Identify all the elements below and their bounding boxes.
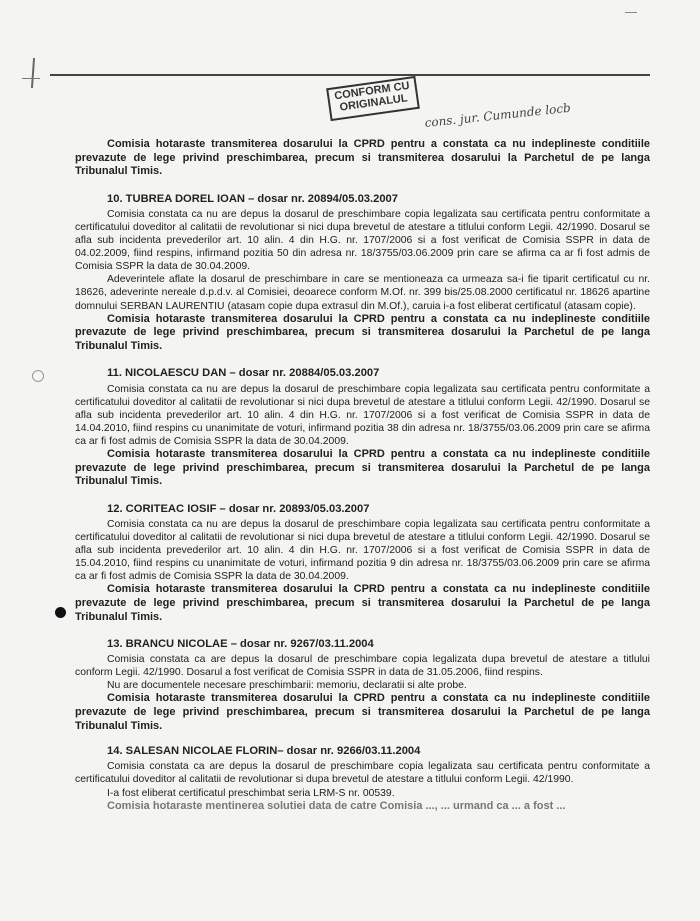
corner-mark <box>625 6 637 13</box>
section-title: 11. NICOLAESCU DAN – dosar nr. 20884/05.03.2007 <box>107 367 380 380</box>
section-title: 10. TUBREA DOREL IOAN – dosar nr. 20894/05.03.2007 <box>107 192 399 205</box>
section-10 <box>75 193 650 354</box>
section-12 <box>75 503 650 624</box>
section-paragraph: Comisia constata ca nu are depus la dosarul de preschimbare copia legalizata sau certificata pentru conformitate a certificatului doveditor al calitatii de revolutionar si nici dupa brevetul de atestare a titlului conform Legii. 42/1990. Dosarul se afla sub incidenta prevederilor art. 10 alin. 4 din H.G. nr. 1707/2006 si a fost verificat de Comisia SSPR in data de 15.04.2010, fiind respins cu unanimitate de voturi, infirmand pozitia 9 din adresa nr. 18/3755/03.06.2009 prin care se afirma ca ar fi fost admis de Comisia SSPR la data de 30.04.2009. <box>75 518 650 583</box>
section-paragraph: I-a fost eliberat certificatul preschimbat seria LRM-S nr. 00539. <box>107 787 395 799</box>
margin-mark-tick <box>22 78 40 79</box>
section-paragraph: Comisia constata ca are depus la dosarul de preschimbare copia legalizata sau certificata pentru conformitate a certificatului doveditor al calitatii de revolutionar si dupa brevetul de atestare a titlului conform Legii. 42/1990. <box>75 761 650 786</box>
section-decision: Comisia hotaraste transmiterea dosarului la CPRD pentru a constata ca nu indeplineste conditiile prevazute de lege privind preschimbarea, precum si transmiterea dosarului la Parchetul de pe langa Tribunalul Timis. <box>75 583 650 623</box>
section-11 <box>75 367 650 488</box>
header-rule <box>50 74 650 76</box>
document-body <box>75 138 650 813</box>
section-paragraph: Adeverintele aflate la dosarul de preschimbare in care se mentioneaza ca urmeaza sa-i fie tiparit certificatul cu nr. 18626, adeverinte nereale d.p.d.v. al Comisiei, deoarece conform M.Of. nr. 399 bis/25.08.2000 certificatul nr. 18626 apartine domnului SERBAN LAURENTIU (atasam copie dupa extrasul din M.Of.), caruia i-a fost eliberat certificatul (atasam copie). <box>75 274 650 312</box>
section-13 <box>75 638 650 733</box>
handwritten-note: cons. jur. Cumunde locb <box>423 100 572 131</box>
ink-dot-mark <box>55 607 66 618</box>
section-decision: Comisia hotaraste transmiterea dosarului la CPRD pentru a constata ca nu indeplineste conditiile prevazute de lege privind preschimbarea, precum si transmiterea dosarului la Parchetul de pe langa Tribunalul Timis. <box>75 312 650 352</box>
section-decision: Comisia hotaraste transmiterea dosarului la CPRD pentru a constata ca nu indeplineste conditiile prevazute de lege privind preschimbarea, precum si transmiterea dosarului la Parchetul de pe langa Tribunalul Timis. <box>75 447 650 488</box>
section-paragraph: Nu are documentele necesare preschimbarii: memoriu, declaratii si alte probe. <box>107 680 467 692</box>
margin-mark <box>31 58 35 88</box>
section-decision: Comisia hotaraste transmiterea dosarului la CPRD pentru a constata ca nu indeplineste conditiile prevazute de lege privind preschimbarea, precum si transmiterea dosarului la Parchetul de pe langa Tribunalul Timis. <box>75 692 650 732</box>
decision-intro: Comisia hotaraste transmiterea dosarului la CPRD pentru a constata ca nu indeplineste conditiile prevazute de lege privind preschimbarea, precum si transmiterea dosarului la Parchetul de pe langa Tribunalul Timis. <box>75 138 650 178</box>
section-paragraph: Comisia constata ca nu are depus la dosarul de preschimbare copia legalizata sau certificata pentru conformitate a certificatului doveditor al calitatii de revolutionar si nici dupa brevetul de atestare a titlului conform Legii. 42/1990. Dosarul se afla sub incidenta prevederilor art. 10 alin. 4 din H.G. nr. 1707/2006 si a fost verificat de Comisia SSPR in data de 04.02.2009, fiind respins, infirmand pozitia 50 din adresa nr. 18/3755/03.06.2009 prin care se afirma ca ar fi fost admis de Comisia SSPR la data de 30.04.2009. <box>75 208 650 273</box>
section-decision: Comisia hotaraste mentinerea solutiei data de catre Comisia ..., ... urmand ca ... a fost ... <box>107 799 566 812</box>
section-title: 12. CORITEAC IOSIF – dosar nr. 20893/05.03.2007 <box>107 502 370 515</box>
section-title: 14. SALESAN NICOLAE FLORIN– dosar nr. 9266/03.11.2004 <box>107 745 421 758</box>
conform-stamp: CONFORM CU ORIGINALUL <box>326 76 420 121</box>
section-14 <box>75 745 650 813</box>
punch-hole-mark <box>32 370 44 382</box>
section-paragraph: Comisia constata ca are depus la dosarul de preschimbare copia legalizata dupa brevetul de atestare a titlului conform Legii. 42/1990. Dosarul a fost verificat de Comisia SSPR in data de 31.05.2006, fiind respins. <box>75 654 650 679</box>
section-paragraph: Comisia constata ca nu are depus la dosarul de preschimbare copia legalizata sau certificata pentru conformitate a certificatului doveditor al calitatii de revolutionar si nici dupa brevetul de atestare a titlului conform Legii. 42/1990. Dosarul se afla sub incidenta prevederilor art. 10 alin. 4 din H.G. nr. 1707/2006 si a fost verificat de Comisia SSPR in data de 14.04.2010, fiind respins cu unanimitate de voturi, infirmand pozitia 38 din adresa nr. 18/3755/03.06.2009 prin care se afirma ca ar fi fost admis de Comisia SSPR la data de 30.04.2009. <box>75 383 650 447</box>
section-title: 13. BRANCU NICOLAE – dosar nr. 9267/03.11.2004 <box>107 638 374 651</box>
